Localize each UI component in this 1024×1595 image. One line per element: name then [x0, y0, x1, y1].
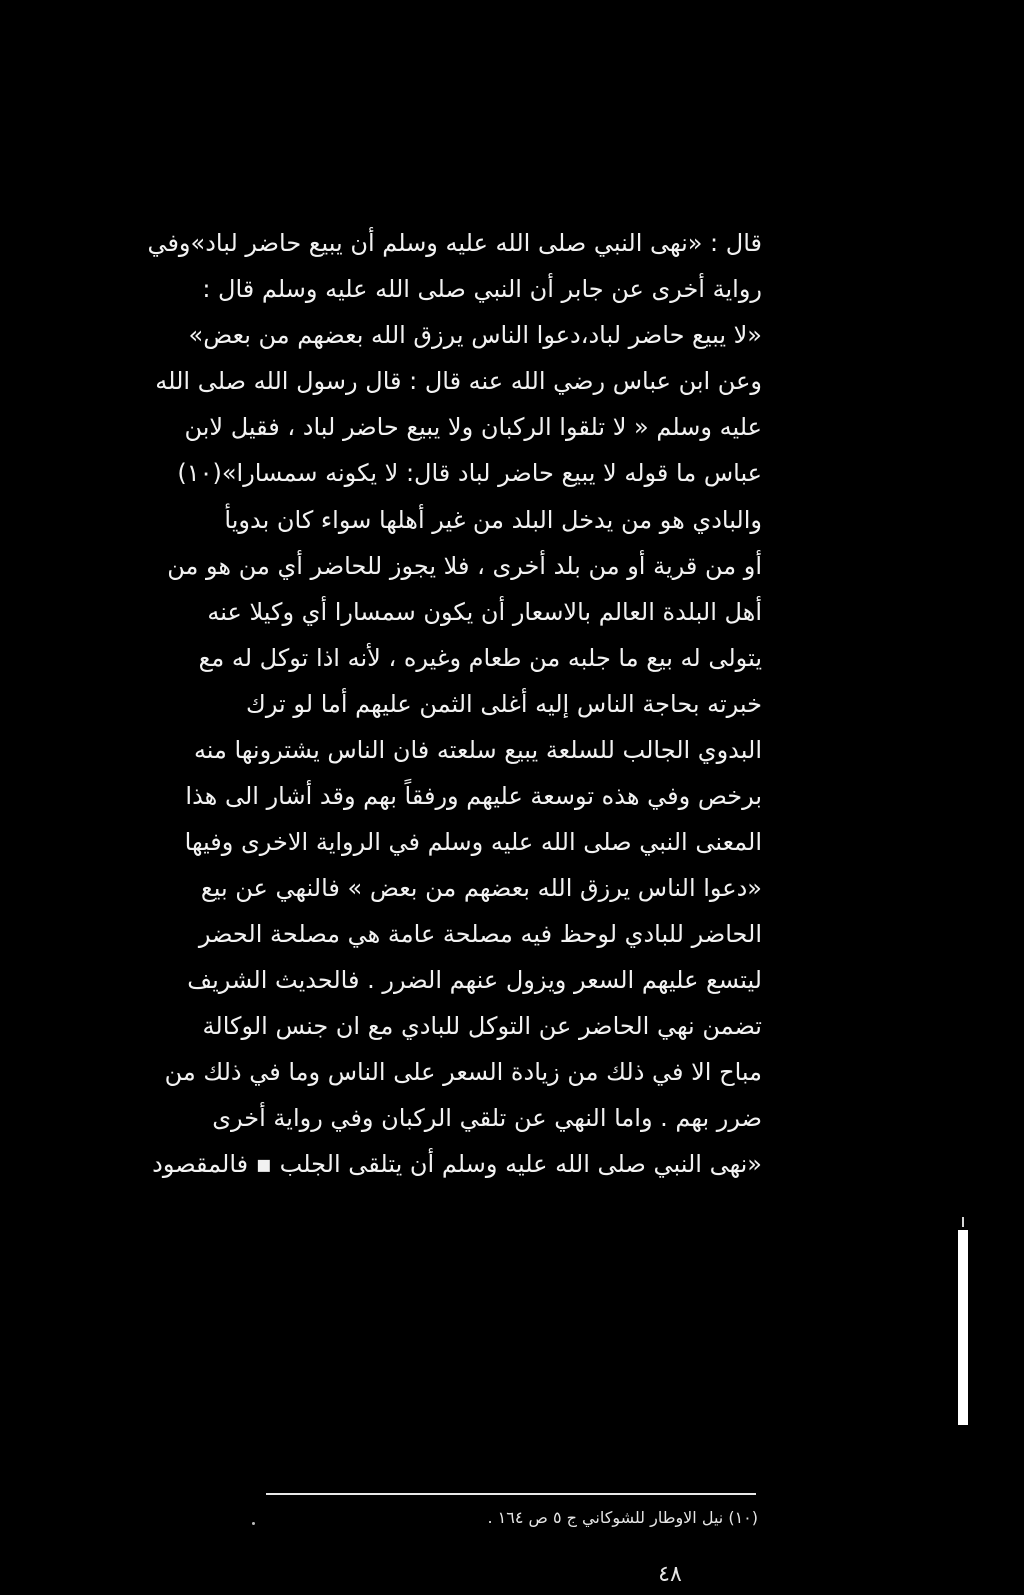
text-line: تضمن نهي الحاضر عن التوكل للبادي مع ان جنس الوكالة: [202, 1012, 762, 1040]
text-line: «دعوا الناس يرزق الله بعضهم من بعض » فالنهي عن بيع: [200, 874, 762, 902]
text-line: المعنى النبي صلى الله عليه وسلم في الرواية الاخرى وفيها: [184, 828, 762, 856]
text-line: قال : «نهى النبي صلى الله عليه وسلم أن يبيع حاضر لباد»وفي: [147, 229, 762, 257]
paragraph-explanation: [152, 497, 762, 1187]
text-line: يتولى له بيع ما جلبه من طعام وغيره ، لأنه اذا توكل له مع: [198, 644, 762, 672]
text-line: «لا يبيع حاضر لباد،دعوا الناس يرزق الله بعضهم من بعض»: [188, 321, 762, 349]
footnote-divider: [266, 1493, 756, 1495]
text-line: برخص وفي هذه توسعة عليهم ورفقاً بهم وقد أشار الى هذا: [185, 782, 762, 810]
text-line: والبادي هو من يدخل البلد من غير أهلها سواء كان بدويأ: [224, 506, 762, 534]
scan-edge-bar: [958, 1230, 968, 1425]
margin-dot: [252, 1522, 255, 1525]
paragraph-hadith-narrations: [147, 220, 762, 496]
page-number: ٤٨: [658, 1562, 682, 1587]
text-line: أو من قرية أو من بلد أخرى ، فلا يجوز للحاضر أي من هو من: [167, 552, 762, 580]
text-line: أهل البلدة العالم بالاسعار أن يكون سمسارا أي وكيلا عنه: [207, 598, 762, 626]
text-line: مباح الا في ذلك من زيادة السعر على الناس وما في ذلك من: [164, 1058, 762, 1086]
footnote: (١٠) نيل الاوطار للشوكاني ج ٥ ص ١٦٤ .: [487, 1508, 758, 1527]
text-line: الحاضر للبادي لوحظ فيه مصلحة عامة هي مصلحة الحضر: [198, 920, 762, 948]
text-line: عباس ما قوله لا يبيع حاضر لباد قال: لا يكونه سمسارا»(١٠): [177, 459, 762, 487]
text-line: رواية أخرى عن جابر أن النبي صلى الله عليه وسلم قال :: [202, 275, 762, 303]
text-line: وعن ابن عباس رضي الله عنه قال : قال رسول الله صلى الله: [155, 367, 762, 395]
scan-edge-mark: [962, 1217, 964, 1227]
text-line: خبرته بحاجة الناس إليه أغلى الثمن عليهم أما لو ترك: [246, 690, 762, 718]
text-line: ليتسع عليهم السعر ويزول عنهم الضرر . فالحديث الشريف: [187, 966, 762, 994]
text-line: «نهى النبي صلى الله عليه وسلم أن يتلقى الجلب ▪ فالمقصود: [152, 1150, 762, 1178]
text-line: عليه وسلم « لا تلقوا الركبان ولا يبيع حاضر لباد ، فقيل لابن: [184, 413, 762, 441]
text-line: ضرر بهم . واما النهي عن تلقي الركبان وفي رواية أخرى: [212, 1104, 762, 1132]
text-line: البدوي الجالب للسلعة يبيع سلعته فان الناس يشترونها منه: [193, 736, 762, 764]
